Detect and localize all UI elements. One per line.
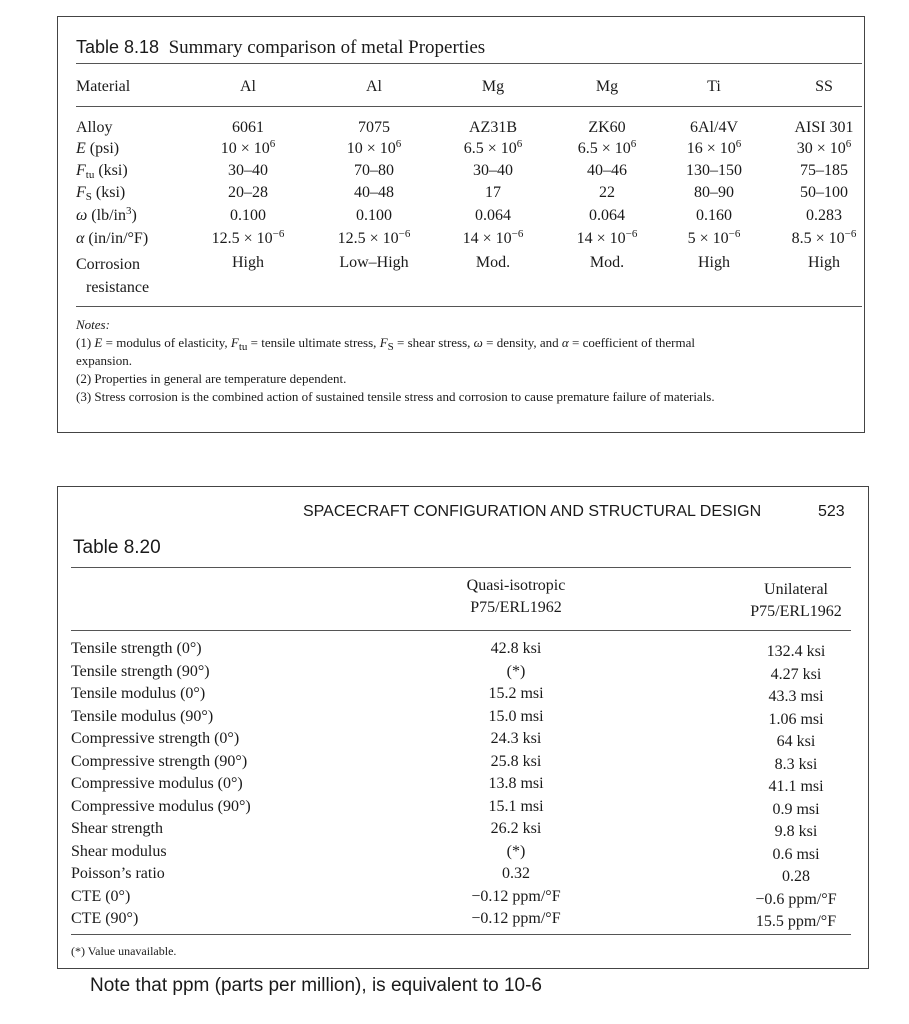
row-label: $F_{tu}$ (ksi) (76, 162, 128, 181)
col-head-uni-line2: P75/ERL1962 (750, 603, 842, 620)
table-cell: $10 \times 10^6$ (346, 138, 402, 157)
cell-uni: 9.8 ksi (774, 823, 818, 840)
cell-quasi: (*) (506, 842, 526, 860)
cell-quasi: (*) (506, 662, 526, 680)
notes-title: Notes: (76, 317, 110, 332)
row-label: Tensile modulus (90°) (71, 707, 214, 725)
col-header-4: Mg (595, 78, 619, 95)
table-cell: 0.064 (475, 207, 511, 224)
table-cell: 20–28 (228, 184, 268, 201)
page-number: 523 (818, 503, 845, 520)
cell-quasi: 0.32 (502, 865, 530, 882)
col-header-1: Al (240, 78, 256, 95)
cell-uni: −0.6 ppm/°F (755, 890, 837, 908)
cell-quasi: 15.0 msi (488, 707, 544, 725)
footnote: (*) Value unavailable. (71, 944, 177, 958)
row-label: Shear strength (71, 820, 163, 837)
row-label: Corrosion resistance (76, 256, 150, 296)
table-cell: $6.5 \times 10^6$ (577, 138, 637, 157)
table-cell: 0.064 (589, 207, 625, 224)
cell-quasi: 15.1 msi (488, 797, 544, 815)
table-8-20-title: Table 8.20 (73, 537, 161, 558)
col-head-uni (750, 579, 842, 623)
row-label: Tensile modulus (0°) (71, 685, 206, 702)
notes-list (76, 334, 862, 406)
table-cell: $6.5 \times 10^6$ (463, 138, 523, 157)
cell-uni: 0.28 (782, 868, 810, 885)
table-cell: $10 \times 10^6$ (220, 138, 276, 157)
table-cell: $8.5 \times 10^{-6}$ (791, 228, 857, 247)
col-header-5: Ti (707, 78, 721, 95)
top-rule (71, 567, 851, 568)
top-rule (76, 63, 862, 64)
table-cell: 50–100 (800, 184, 848, 201)
row-label: $F_S$ (ksi) (76, 184, 126, 203)
table-cell: $12.5 \times 10^{-6}$ (337, 228, 411, 247)
cell-uni: 15.5 ppm/°F (755, 913, 837, 930)
row-label: Shear modulus (71, 842, 167, 860)
row-label: Compressive modulus (90°) (71, 797, 251, 815)
table-cell: 0.100 (230, 207, 266, 224)
table-cell: 30–40 (473, 162, 513, 179)
col-header-6: SS (815, 78, 833, 95)
bottom-rule (76, 306, 862, 307)
table-cell: ZK60 (588, 119, 626, 136)
table-cell: $14 \times 10^{-6}$ (462, 228, 524, 247)
row-label: Poisson’s ratio (71, 865, 165, 882)
table-cell: 6Al/4V (690, 119, 738, 136)
table-8-18-box (57, 16, 865, 433)
table-cell: $30 \times 10^6$ (796, 138, 852, 157)
table-cell: 70–80 (354, 162, 394, 179)
cell-quasi: 26.2 ksi (490, 820, 542, 837)
cell-quasi: 42.8 ksi (490, 640, 542, 657)
table-cell: 40–46 (587, 162, 627, 179)
cell-quasi: 24.3 ksi (490, 730, 542, 747)
table-cell: $12.5 \times 10^{-6}$ (211, 228, 285, 247)
table-cell: 22 (599, 184, 615, 201)
cell-quasi: −0.12 ppm/°F (471, 910, 561, 927)
cell-uni: 1.06 msi (768, 710, 824, 728)
cell-quasi: 15.2 msi (488, 685, 544, 702)
cell-quasi: 25.8 ksi (490, 752, 542, 770)
table-cell: $16 \times 10^6$ (686, 138, 742, 157)
table-cell: Mod. (475, 254, 511, 271)
col-head-quasi-line1: Quasi-isotropic (466, 577, 566, 594)
table-8-18-notes (76, 316, 862, 406)
table-cell: 0.160 (696, 207, 732, 224)
row-label: CTE (0°) (71, 887, 131, 905)
ppm-caption: Note that ppm (parts per million), is equivalent to 10-6 (90, 975, 542, 996)
col-head-quasi-line2: P75/ERL1962 (470, 599, 562, 616)
cell-uni: 132.4 ksi (766, 643, 826, 660)
table-cell: 30–40 (228, 162, 268, 179)
table-cell: 75–185 (800, 162, 848, 179)
cell-uni: 43.3 msi (768, 688, 824, 705)
cell-quasi: −0.12 ppm/°F (471, 887, 561, 905)
note-item: (1) E = modulus of elasticity, $F_{tu}$ = tensile ultimate stress, $F_S$ = shear stress, ω = density, and α = coefficient of thermal expansion. (76, 335, 695, 368)
table-8-18-title (76, 37, 485, 59)
row-label: Tensile strength (0°) (71, 640, 202, 657)
table-cell: Low–High (339, 254, 409, 271)
header-rule (71, 630, 851, 631)
cell-uni: 64 ksi (776, 733, 816, 750)
row-label: Compressive strength (0°) (71, 730, 240, 747)
cell-uni: 0.9 msi (772, 800, 820, 818)
row-label: Compressive strength (90°) (71, 752, 248, 770)
table-cell: Mod. (589, 254, 625, 271)
row-label: Tensile strength (90°) (71, 662, 210, 680)
table-cell: 7075 (358, 119, 390, 136)
row-label: CTE (90°) (71, 910, 139, 927)
row-label: Compressive modulus (0°) (71, 775, 243, 792)
table-cell: 17 (485, 184, 501, 201)
cell-uni: 0.6 msi (772, 845, 820, 863)
note-item: (2) Properties in general are temperature dependent. (76, 371, 347, 386)
note-item: (3) Stress corrosion is the combined action of sustained tensile stress and corrosion to cause premature failure of materials. (76, 389, 715, 404)
table-caption: Summary comparison of metal Properties (168, 37, 486, 58)
col-head-quasi (467, 575, 566, 619)
table-cell: 0.283 (806, 207, 842, 224)
table-cell: $5 \times 10^{-6}$ (687, 228, 741, 247)
table-cell: 80–90 (694, 184, 734, 201)
col-header-3: Mg (481, 78, 505, 95)
cell-uni: 41.1 msi (768, 778, 824, 795)
table-8-20-box (57, 486, 869, 969)
cell-uni: 4.27 ksi (770, 665, 822, 683)
col-header-2: Al (366, 78, 382, 95)
col-head-uni-line1: Unilateral (764, 581, 828, 598)
row-label: ω $(lb/in^3)$ (76, 205, 137, 224)
table-cell: 40–48 (354, 184, 394, 201)
table-cell: High (698, 254, 730, 271)
table-cell: AZ31B (469, 119, 517, 136)
table-cell: AISI 301 (794, 119, 854, 136)
table-cell: High (232, 254, 264, 271)
row-label: E (psi) (76, 140, 120, 157)
col-header-0: Material (76, 78, 131, 95)
row-label: α (in/in/°F) (76, 230, 149, 247)
bottom-rule (71, 934, 851, 935)
cell-quasi: 13.8 msi (488, 775, 544, 792)
header-rule (76, 106, 862, 107)
table-cell: High (808, 254, 840, 271)
row-label: Alloy (76, 119, 113, 136)
running-header: SPACECRAFT CONFIGURATION AND STRUCTURAL DESIGN (303, 503, 762, 520)
table-cell: 130–150 (686, 162, 742, 179)
table-cell: $14 \times 10^{-6}$ (576, 228, 638, 247)
table-cell: 0.100 (356, 207, 392, 224)
table-cell: 6061 (232, 119, 264, 136)
table-label: Table 8.18 (76, 37, 160, 57)
cell-uni: 8.3 ksi (774, 755, 818, 773)
